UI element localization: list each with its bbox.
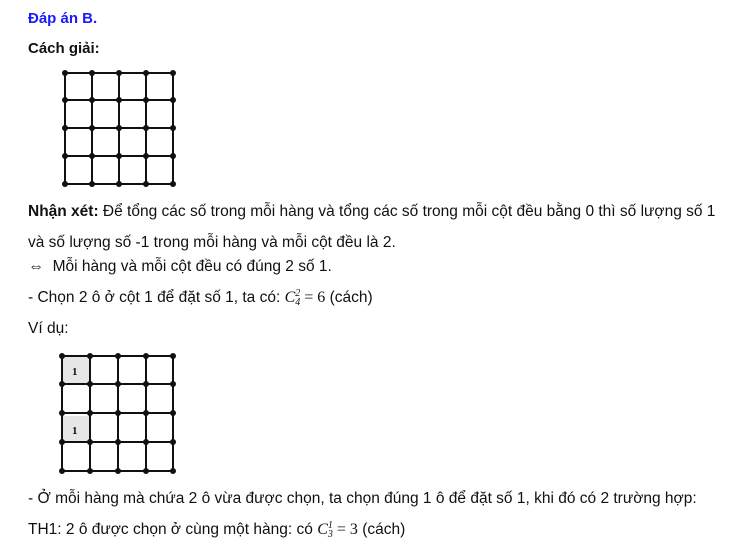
th1-formula — [317, 520, 358, 541]
grid-figure-2 — [56, 350, 180, 476]
observation-label: Nhận xét: — [28, 203, 99, 220]
th1-formula-eq: = 3 — [332, 521, 358, 538]
choose-line — [28, 289, 373, 307]
choose-formula — [284, 288, 326, 309]
th1-text-after: (cách) — [357, 521, 406, 538]
observation-paragraph — [28, 196, 728, 258]
rows-line: - Ở mỗi hàng mà chứa 2 ô vừa được chọn, ta chọn đúng 1 ô để đặt số 1, khi đó có 2 trường hợp: — [28, 490, 697, 507]
equivalence-symbol: ⇔ — [28, 258, 44, 275]
th1-formula-base: C — [317, 521, 328, 538]
th1-formula-sub: 3 — [327, 529, 333, 541]
grid-figure-1 — [60, 68, 180, 190]
choose-formula-base: C — [284, 289, 296, 306]
th1-line — [28, 521, 405, 539]
choose-formula-eq: = 6 — [300, 289, 326, 306]
equivalence-line — [28, 258, 332, 276]
cell-value-2: 1 — [72, 425, 78, 437]
choose-text-before: - Chọn 2 ô ở cột 1 để đặt số 1, ta có: — [28, 289, 285, 306]
observation-text: Để tổng các số trong mỗi hàng và tổng các số trong mỗi cột đều bằng 0 thì số lượng số 1 và số lượng số -1 trong mỗi hàng và mỗi cột đều là 2. — [28, 203, 716, 251]
equivalence-text: Mỗi hàng và mỗi cột đều có đúng 2 số 1. — [52, 258, 332, 275]
th1-formula-sup: 1 — [327, 520, 333, 532]
choose-formula-sup: 2 — [295, 288, 301, 300]
choose-text-after: (cách) — [325, 289, 373, 306]
cell-value-1: 1 — [72, 366, 78, 378]
example-label: Ví dụ: — [28, 320, 69, 337]
th1-text-before: TH1: 2 ô được chọn ở cùng một hàng: có — [28, 521, 318, 538]
answer-heading: Đáp án B. — [28, 10, 98, 27]
method-heading: Cách giải: — [28, 40, 100, 57]
choose-formula-sub: 4 — [295, 297, 301, 309]
